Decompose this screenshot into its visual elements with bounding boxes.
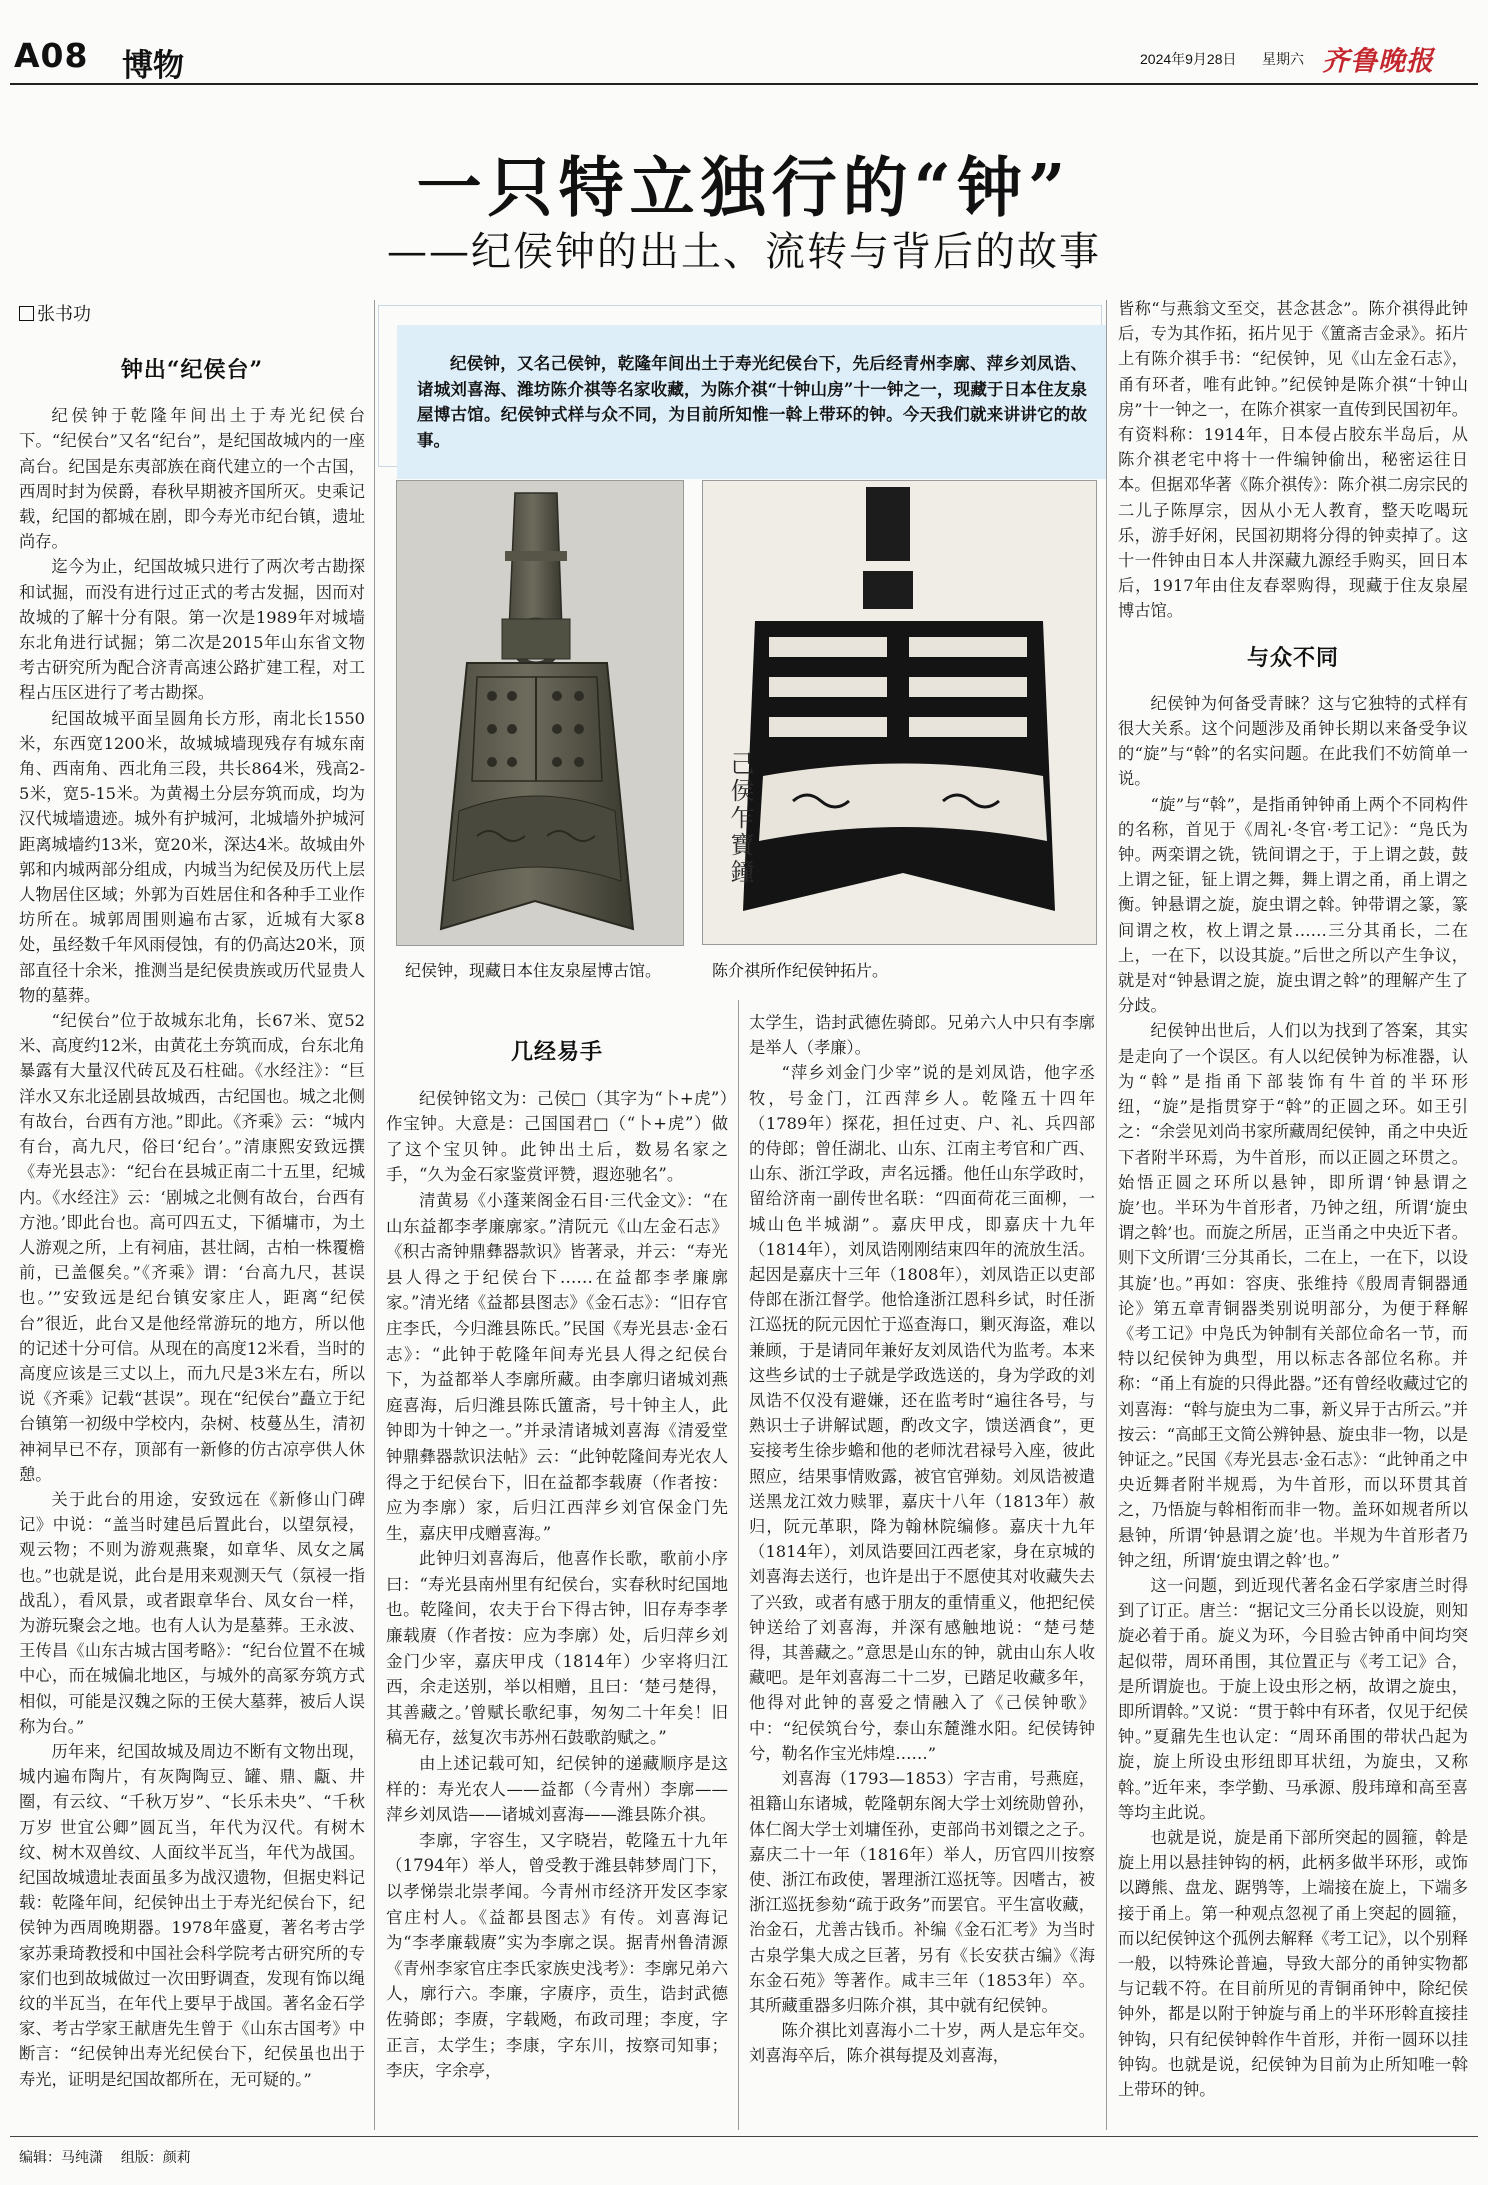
column-2 bbox=[386, 1040, 728, 2084]
paragraph: 太学生，诰封武德佐骑郎。兄弟六人中只有李廓是举人（孝廉）。 bbox=[749, 1013, 1095, 1058]
footer-rule bbox=[10, 2136, 1478, 2137]
author-name: 张书功 bbox=[37, 304, 91, 325]
designer-credit: 组版：颜莉 bbox=[120, 2150, 191, 2166]
column-rule bbox=[374, 300, 375, 2130]
paragraph: “纪侯台”位于故城东北角，长67米、宽52米、高度约12米，由黄花土夯筑而成，台东北角暴露有大量汉代砖瓦及石柱础。《水经注》：“巨洋水又东北迳剧县故城西，古纪国也。城之北侧有故台，台西有方池。”即此。《齐乘》云：“城内有台，高九尺，俗曰‘纪台’。”清康熙安致远撰《寿光县志》：“纪台在县城正南二十五里，纪城内。《水经注》云：‘剧城之北侧有故台，台西有方池。’即此台也。高可四五丈，下循墉市，为土人游观之所，上有祠庙，甚壮阔，古柏一株覆檐前，已盖偃矣。”《齐乘》谓：‘台高九尺，甚误也。’”安致远是纪台镇安家庄人，距离“纪侯台”很近，此台又是他经常游玩的地方，所以他的记述十分可信。从现在的高度12米看，当时的高度应该是三丈以上，而九尺是3米左右，所以说《齐乘》记载“甚误”。现在“纪侯台”矗立于纪台镇第一初级中学校内，杂树、枝蔓丛生，清初神祠早已不存，顶部有一新修的仿古凉亭供人休憩。 bbox=[19, 1011, 365, 1484]
byline-box-icon bbox=[19, 306, 34, 321]
paragraph: 纪侯钟铭文为：己侯□（其字为“卜+虎”）作宝钟。大意是：己国国君□（“卜+虎”）做了这个宝贝钟。此钟出土后，数易名家之手，“久为金石家鉴赏评赞，遐迩驰名”。 bbox=[386, 1088, 728, 1185]
paragraph: 皆称“与燕翁文至交，甚念甚念”。陈介祺得此钟后，专为其作拓，拓片见于《簠斋吉金录》。拓片上有陈介祺手书：“纪侯钟，见《山左金石志》，甬有环者，唯有此钟。”纪侯钟是陈介祺“十钟山房”十一钟之一，在陈介祺家一直传到民国初年。有资料称：1914年，日本侵占胶东半岛后，从陈介祺老宅中将十一件编钟偷出，秘密运往日本。但据邓华著《陈介祺传》：陈介祺二房宗民的二儿子陈厚宗，因从小无人教育，整天吃喝玩乐，游手好闲，民国初期将分得的钟卖掉了。这十一件钟由日本人井深藏九源经手购买，回日本后，1917年由住友春翠购得，现藏于住友泉屋博古馆。 bbox=[1118, 299, 1468, 621]
paragraph: 陈介祺比刘喜海小二十岁，两人是忘年交。刘喜海卒后，陈介祺每提及刘喜海， bbox=[749, 2021, 1095, 2066]
bell-caption: 纪侯钟，现藏日本住友泉屋博古馆。 bbox=[405, 961, 662, 980]
paragraph: 也就是说，旋是甬下部所突起的圆箍，斡是旋上用以悬挂钟钩的柄，此柄多做半环形，或饰以蹲熊、盘龙、踞鸮等，上端接在旋上，下端多接于甬上。第一种观点忽视了甬上突起的圆箍，而以纪侯钟这个孤例去解释《考工记》，以个别释一般，以特殊论普遍，导致大部分的甬钟实物都与记载不符。在目前所见的青铜甬钟中，除纪侯钟外，都是以附于钟旋与甬上的半环形斡直接挂钟钩，只有纪侯钟斡作牛首形，并衔一圆环以挂钟钩。也就是说，纪侯钟为目前为止所知唯一斡上带环的钟。 bbox=[1118, 1827, 1468, 2100]
intro-text: 纪侯钟，又名己侯钟，乾隆年间出土于寿光纪侯台下，先后经青州李廓、萍乡刘凤诰、诸城刘喜海、潍坊陈介祺等名家收藏，为陈介祺“十钟山房”十一钟之一，现藏于日本住友泉屋博古馆。纪侯钟式样与众不同，为目前所知惟一斡上带环的钟。今天我们就来讲讲它的故事。 bbox=[417, 354, 1087, 450]
paragraph: 清黄易《小蓬莱阁金石目·三代金文》：“在山东益都李孝廉廓家。”清阮元《山左金石志》《积古斋钟鼎彝器款识》皆著录，并云：“寿光县人得之于纪侯台下……在益都李孝廉廓家。”清光绪《益都县图志》《金石志》：“旧存官庄李氏，今归潍县陈氏。”民国《寿光县志·金石志》：“此钟于乾隆年间寿光县人得之纪侯台下，为益都举人李廓所藏。由李廓归诸城刘燕庭喜海，后归潍县陈氏簠斋，号十钟主人，此钟即为十钟之一。”并录清诸城刘喜海《清爱堂钟鼎彝器款识法帖》云：“此钟乾隆间寿光农人得之于纪侯台下，旧在益都李载赓（作者按：应为李廓）家，后归江西萍乡刘官保金门先生，嘉庆甲戌赠喜海。” bbox=[386, 1190, 728, 1543]
sub-headline: ——纪侯钟的出土、流转与背后的故事 bbox=[387, 229, 1101, 275]
column-rule bbox=[1106, 300, 1107, 2130]
paragraph: 纪国故城平面呈圆角长方形，南北长1550米，东西宽1200米，故城城墙现残存有城东南角、西南角、西北角三段，共长864米，残高2-5米，宽5-15米。为黄褐土分层夯筑而成，均为汉代城墙遗迹。城外有护城河，北城墙外护城河距离城墙约13米，宽20米，深达4米。故城由外郭和内城两部分组成，内城当为纪侯及历代上层人物居住区域；外郭为百姓居住和各种手工业作坊所在。城郭周围则遍布古冢，近城有大冢8处，虽经数千年风雨侵蚀，有的仍高达20米，顶部直径十余米，推测当是纪侯贵族或历代显贵人物的墓葬。 bbox=[19, 708, 365, 1005]
paragraph: 李廓，字容生，又字晓岩，乾隆五十九年（1794年）举人，曾受教于潍县韩梦周门下，以孝悌崇北崇孝闻。今青州市经济开发区李家官庄村人。《益都县图志》有传。刘喜海记为“李孝廉载赓”实为李廓之误。据青州鲁清源《青州李家官庄李氏家族史浅考》：李廓兄弟六人，廓行六。李廉，字赓序，贡生，诰封武德佐骑郎；李赓，字载飏，布政司理；李度，字正言，太学生；李康，字东川，按察司知事；李庆，字余亭， bbox=[386, 1830, 728, 2081]
rubbing-caption: 陈介祺所作纪侯钟拓片。 bbox=[712, 961, 889, 980]
issue-weekday: 星期六 bbox=[1262, 52, 1304, 68]
section-heading-3: 与众不同 bbox=[1246, 644, 1339, 671]
bell-photo bbox=[396, 480, 684, 946]
paragraph: 迄今为止，纪国故城只进行了两次考古勘探和试掘，而没有进行过正式的考古发掘，因而对故城的了解十分有限。第一次是1989年对城墙东北角进行试掘；第二次是2015年山东省文物考古研究所为配合济青高速公路扩建工程，对工程占压区进行了考古勘探。 bbox=[19, 557, 365, 703]
paragraph: 纪侯钟为何备受青睐？这与它独特的式样有很大关系。这个问题涉及甬钟长期以来备受争议的“旋”与“斡”的名实问题。在此我们不妨简单一说。 bbox=[1118, 693, 1468, 789]
rubbing-inscription: 己侯乍寶鐘 bbox=[726, 751, 754, 886]
column-3 bbox=[749, 1010, 1095, 2069]
editor-credit: 编辑：马纯潇 bbox=[19, 2150, 103, 2166]
section-heading-2: 几经易手 bbox=[510, 1039, 603, 1065]
header-rule bbox=[10, 83, 1478, 85]
paragraph: 这一问题，到近现代著名金石学家唐兰时得到了订正。唐兰：“据记文三分甬长以设旋，则知旋必着于甬。旋义为环，今目验古钟甬中间均突起似带，周环甬围，其位置正与《考工记》合，是所谓旋也。于旋上设虫形之柄，故谓之旋虫，即所谓斡。”又说：“贯于斡中有环者，仅见于纪侯钟。”夏鼐先生也认定：“周环甬围的带状凸起为旋，旋上所设虫形纽即耳状纽，为旋虫，又称斡。”近年来，李学勤、马承源、殷玮璋和高至喜等均主此说。 bbox=[1118, 1575, 1468, 1822]
rubbing-illustration bbox=[703, 481, 1096, 944]
paragraph: 由上述记载可知，纪侯钟的递藏顺序是这样的：寿光农人——益都（今青州）李廓——萍乡刘凤诰——诸城刘喜海——潍县陈介祺。 bbox=[386, 1754, 728, 1825]
newspaper-logo: 齐鲁晚报 bbox=[1322, 46, 1434, 77]
rubbing-photo bbox=[702, 480, 1097, 945]
column-1 bbox=[19, 358, 365, 2092]
paragraph: 纪侯钟于乾隆年间出土于寿光纪侯台下。“纪侯台”又名“纪台”，是纪国故城内的一座高台。纪国是东夷部族在商代建立的一个古国，西周时封为侯爵，春秋早期被齐国所灭。史乘记载，纪国的都城在剧，即今寿光市纪台镇，遗址尚存。 bbox=[19, 406, 365, 552]
column-4 bbox=[1118, 296, 1468, 2102]
paragraph: 刘喜海（1793—1853）字吉甫，号燕庭，祖籍山东诸城，乾隆朝东阁大学士刘统勋曾孙，体仁阁大学士刘墉侄孙，吏部尚书刘镮之之子。嘉庆二十一年（1816年）举人，历官四川按察使、浙江布政使，署理浙江巡抚等。因嗜古，被浙江巡抚参劾“疏于政务”而罢官。平生富收藏，治金石，尤善古钱币。补编《金石汇考》为当时古泉学集大成之巨著，另有《长安获古编》《海东金石苑》等著作。咸丰三年（1853年）卒。其所藏重器多归陈介祺，其中就有纪侯钟。 bbox=[749, 1769, 1095, 2015]
section-name: 博物 bbox=[122, 48, 184, 84]
paragraph: “萍乡刘金门少宰”说的是刘凤诰，他字丞牧，号金门，江西萍乡人。乾隆五十四年（1789年）探花，担任过吏、户、礼、兵四部的侍郎；曾任湖北、山东、江南主考官和广西、山东、浙江学政，声名远播。他任山东学政时，留给济南一副传世名联：“四面荷花三面柳，一城山色半城湖”。嘉庆甲戌，即嘉庆十九年（1814年），刘凤诰刚刚结束四年的流放生活。起因是嘉庆十三年（1808年），刘凤诰正以吏部侍郎在浙江督学。他恰逢浙江恩科乡试，时任浙江巡抚的阮元因忙于巡查海口，剿灭海盗，难以兼顾，于是请同年兼好友刘凤诰代为监考。本来这些乡试的士子就是学政选送的，身为学政的刘凤诰不仅没有避嫌，还在监考时“遍往各号，与熟识士子讲解试题，酌改文字，馈送酒食”，更妄接考生徐步蟾和他的老师沈君禄号入座，彼此照应，结果事情败露，被官官弹劾。刘凤诰被遣送黑龙江效力赎罪，嘉庆十八年（1813年）赦归，阮元革职，降为翰林院编修。嘉庆十九年（1814年），刘凤诰要回江西老家，身在京城的刘喜海去送行，也许是出于不愿使其对收藏失去了兴致，或者有感于朋友的重情重义，他把纪侯钟送给了刘喜海，并深有感触地说：“楚弓楚得，其善藏之。”意思是山东的钟，就由山东人收藏吧。是年刘喜海二十二岁，已踏足收藏多年，他得对此钟的喜爱之情融入了《己侯钟歌》中：“纪侯筑台兮，泰山东麓潍水阳。纪侯铸钟兮，勒名作宝光炜煌……” bbox=[749, 1063, 1095, 1763]
paragraph: “旋”与“斡”，是指甬钟钟甬上两个不同构件的名称，首见于《周礼·冬官·考工记》：“凫氏为钟。两栾谓之铣，铣间谓之于，于上谓之鼓，鼓上谓之钲，钲上谓之舞，舞上谓之甬，甬上谓之衡。钟悬谓之旋，旋虫谓之斡。钟带谓之篆，篆间谓之枚，枚上谓之景……三分其甬长，二在上，一在下，以设其旋。”后世之所以产生争议，就是对“钟悬谓之旋，旋虫谓之斡”的理解产生了分歧。 bbox=[1118, 794, 1468, 1016]
column-rule bbox=[738, 1000, 739, 2130]
paragraph: 历年来，纪国故城及周边不断有文物出现，城内遍布陶片，有灰陶陶豆、罐、鼎、甗、井圈，有云纹、“千秋万岁”、“长乐未央”、“千秋万岁 世宜公卿”圆瓦当，年代为汉代。有树木纹、树木双兽纹、人面纹半瓦当，年代为战国。纪国故城遗址表面虽多为战汉遗物，但据史料记载：乾隆年间，纪侯钟出土于寿光纪侯台下，纪侯钟为西周晚期器。1978年盛夏，著名考古学家苏秉琦教授和中国社会科学院考古研究所的专家们也到故城做过一次田野调查，发现有饰以绳纹的半瓦当，在年代上要早于战国。著名金石学家、考古学家王献唐先生曾于《山东古国考》中断言：“纪侯钟出寿光纪侯台下，纪侯虽也出于寿光，证明是纪国故都所在，无可疑的。” bbox=[19, 1741, 365, 2089]
paragraph: 关于此台的用途，安致远在《新修山门碑记》中说：“盖当时建邑后置此台，以望氛祲，观云物；不则为游观燕聚，如章华、凤女之属也。”也就是说，此台是用来观测天气（氛祲一指战乱），看风景，或者跟章华台、凤女台一样，为游玩聚会之地。也有人认为是墓葬。王永波、王传昌《山东古城古国考略》：“纪台位置不在城中心，而在城偏北地区，与城外的高冢夯筑方式相似，可能是汉魏之际的王侯大墓葬，被后人误称为台。” bbox=[19, 1489, 365, 1736]
paragraph: 纪侯钟出世后，人们以为找到了答案，其实是走向了一个误区。有人以纪侯钟为标准器，认为“斡”是指甬下部装饰有牛首的半环形纽，“旋”是指贯穿于“斡”的正圆之环。如王引之：“余尝见刘尚书家所藏周纪侯钟，甬之中央近下者附半环焉，为牛首形，而以正圆之环贯之。始悟正圆之环所以悬钟，即所谓‘钟悬谓之旋’也。半环为牛首形者，乃钟之纽，所谓‘旋虫谓之斡’也。而旋之所居，正当甬之中央近下者。则下文所谓‘三分其甬长，二在上，一在下，以设其旋’也。”再如：容庚、张维持《殷周青铜器通论》第五章青铜器类别说明部分，为便于释解《考工记》中凫氏为钟制有关部位命名一节，而特以纪侯钟为典型，用以标志各部位名称。并称：“甬上有旋的只得此器。”还有曾经收藏过它的刘喜海：“斡与旋虫为二事，新义异于古所云。”并按云：“高邮王文简公辨钟悬、旋虫非一物，以是钟证之。”民国《寿光县志·金石志》：“此钟甬之中央近舞者附半规焉，为牛首形，而以环贯其首之，乃悟旋与斡相衔而非一物。盖环如规者所以悬钟，所谓‘钟悬谓之旋’也。半规为牛首形者乃钟之纽，所谓‘旋虫谓之斡’也。” bbox=[1118, 1021, 1468, 1570]
issue-date: 2024年9月28日 bbox=[1140, 51, 1237, 67]
section-heading-1: 钟出“纪侯台” bbox=[120, 357, 264, 383]
footer-credits bbox=[19, 2147, 191, 2167]
page-number: A08 bbox=[14, 36, 89, 75]
headline: 一只特立独行的“钟” bbox=[416, 150, 1072, 226]
bell-illustration bbox=[397, 481, 683, 945]
intro-summary bbox=[397, 325, 1107, 479]
paragraph: 此钟归刘喜海后，他喜作长歌，歌前小序曰：“寿光县南州里有纪侯台，实春秋时纪国地也。乾隆间，农夫于台下得古钟，旧存寿李孝廉载赓（作者按：应为李廓）处，后归萍乡刘金门少宰，嘉庆甲戌（1814年）少宰将归江西，余走送别，举以相赠，且曰：‘楚弓楚得，其善藏之。’曾赋长歌纪事，匆匆二十年矣！旧稿无存，兹复次韦苏州石鼓歌韵赋之。” bbox=[386, 1549, 728, 1748]
byline bbox=[19, 300, 91, 326]
